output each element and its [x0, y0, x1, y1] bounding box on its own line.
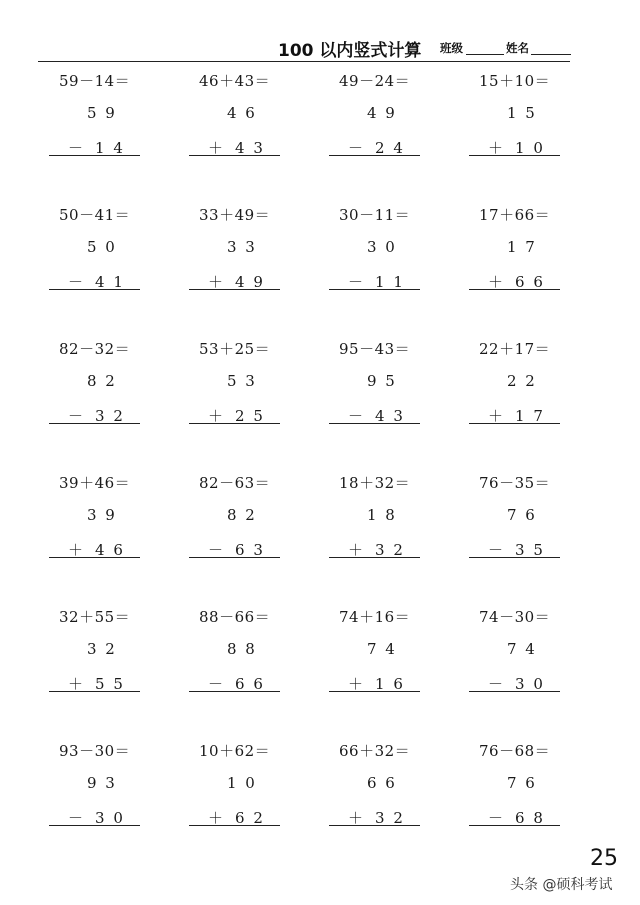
- equation: 59－14＝: [59, 72, 131, 90]
- equation: 49－24＝: [339, 72, 411, 90]
- equation: 88－66＝: [199, 608, 271, 626]
- equation: 74－30＝: [479, 608, 551, 626]
- answer-line[interactable]: [189, 691, 280, 692]
- problem-card: [170, 602, 310, 736]
- answer-line[interactable]: [189, 557, 280, 558]
- bottom-operand: 2 4: [375, 139, 405, 157]
- bottom-operand: 1 0: [515, 139, 545, 157]
- operator-sign: ＋: [488, 273, 506, 291]
- equation: 22＋17＝: [479, 340, 551, 358]
- top-operand: 5 3: [227, 372, 257, 390]
- problem-card: [450, 736, 590, 870]
- bottom-operand: 4 3: [235, 139, 265, 157]
- equation: 76－68＝: [479, 742, 551, 760]
- bottom-operand: 6 6: [515, 273, 545, 291]
- top-operand: 1 8: [367, 506, 397, 524]
- top-operand: 3 2: [87, 640, 117, 658]
- answer-line[interactable]: [49, 423, 140, 424]
- name-label: 姓名: [506, 41, 529, 55]
- answer-line[interactable]: [49, 289, 140, 290]
- class-label: 班级: [440, 41, 463, 55]
- bottom-operand: 6 2: [235, 809, 265, 827]
- operator-sign: －: [68, 407, 86, 425]
- answer-line[interactable]: [469, 691, 560, 692]
- operator-sign: －: [68, 139, 86, 157]
- bottom-operand: 4 6: [95, 541, 125, 559]
- operator-sign: －: [68, 273, 86, 291]
- answer-line[interactable]: [469, 825, 560, 826]
- operator-sign: ＋: [208, 273, 226, 291]
- answer-line[interactable]: [329, 691, 420, 692]
- operator-sign: －: [348, 139, 366, 157]
- answer-line[interactable]: [469, 155, 560, 156]
- operator-sign: ＋: [488, 139, 506, 157]
- operator-sign: ＋: [208, 407, 226, 425]
- bottom-operand: 1 1: [375, 273, 405, 291]
- problem-card: [450, 200, 590, 334]
- answer-line[interactable]: [189, 155, 280, 156]
- top-operand: 1 5: [507, 104, 537, 122]
- bottom-operand: 4 3: [375, 407, 405, 425]
- problem-grid: [30, 66, 590, 870]
- problem-card: [30, 602, 170, 736]
- bottom-operand: 3 2: [375, 541, 405, 559]
- bottom-operand: 6 8: [515, 809, 545, 827]
- operator-sign: ＋: [488, 407, 506, 425]
- problem-card: [310, 334, 450, 468]
- bottom-operand: 3 2: [95, 407, 125, 425]
- answer-line[interactable]: [189, 423, 280, 424]
- bottom-operand: 1 6: [375, 675, 405, 693]
- bottom-operand: 3 0: [515, 675, 545, 693]
- top-operand: 7 6: [507, 506, 537, 524]
- problem-card: [30, 736, 170, 870]
- bottom-operand: 5 5: [95, 675, 125, 693]
- top-operand: 5 0: [87, 238, 117, 256]
- bottom-operand: 4 9: [235, 273, 265, 291]
- operator-sign: －: [488, 541, 506, 559]
- operator-sign: ＋: [348, 541, 366, 559]
- top-operand: 9 5: [367, 372, 397, 390]
- equation: 82－32＝: [59, 340, 131, 358]
- equation: 18＋32＝: [339, 474, 411, 492]
- operator-sign: ＋: [68, 675, 86, 693]
- bottom-operand: 3 2: [375, 809, 405, 827]
- top-operand: 1 0: [227, 774, 257, 792]
- equation: 30－11＝: [339, 206, 411, 224]
- problem-card: [30, 66, 170, 200]
- answer-line[interactable]: [329, 289, 420, 290]
- problem-card: [30, 468, 170, 602]
- answer-line[interactable]: [469, 289, 560, 290]
- top-operand: 5 9: [87, 104, 117, 122]
- equation: 46＋43＝: [199, 72, 271, 90]
- operator-sign: －: [348, 407, 366, 425]
- bottom-operand: 1 4: [95, 139, 125, 157]
- operator-sign: －: [488, 809, 506, 827]
- operator-sign: ＋: [68, 541, 86, 559]
- equation: 66＋32＝: [339, 742, 411, 760]
- problem-card: [170, 66, 310, 200]
- equation: 33＋49＝: [199, 206, 271, 224]
- problem-card: [30, 334, 170, 468]
- problem-card: [170, 334, 310, 468]
- equation: 53＋25＝: [199, 340, 271, 358]
- problem-card: [310, 66, 450, 200]
- top-operand: 4 6: [227, 104, 257, 122]
- top-operand: 8 8: [227, 640, 257, 658]
- bottom-operand: 3 5: [515, 541, 545, 559]
- answer-line[interactable]: [189, 825, 280, 826]
- top-operand: 8 2: [87, 372, 117, 390]
- equation: 76－35＝: [479, 474, 551, 492]
- worksheet-header: [0, 0, 640, 70]
- header-divider: [38, 61, 570, 62]
- class-blank[interactable]: [466, 54, 504, 55]
- answer-line[interactable]: [49, 825, 140, 826]
- problem-card: [170, 468, 310, 602]
- bottom-operand: 3 0: [95, 809, 125, 827]
- problem-card: [30, 200, 170, 334]
- equation: 17＋66＝: [479, 206, 551, 224]
- top-operand: 6 6: [367, 774, 397, 792]
- operator-sign: －: [488, 675, 506, 693]
- equation: 93－30＝: [59, 742, 131, 760]
- equation: 50－41＝: [59, 206, 131, 224]
- top-operand: 9 3: [87, 774, 117, 792]
- operator-sign: －: [208, 675, 226, 693]
- equation: 39＋46＝: [59, 474, 131, 492]
- bottom-operand: 2 5: [235, 407, 265, 425]
- problem-card: [450, 468, 590, 602]
- bottom-operand: 6 6: [235, 675, 265, 693]
- top-operand: 3 9: [87, 506, 117, 524]
- answer-line[interactable]: [329, 155, 420, 156]
- operator-sign: －: [68, 809, 86, 827]
- bottom-operand: 6 3: [235, 541, 265, 559]
- operator-sign: ＋: [208, 809, 226, 827]
- top-operand: 8 2: [227, 506, 257, 524]
- operator-sign: －: [208, 541, 226, 559]
- equation: 74＋16＝: [339, 608, 411, 626]
- top-operand: 7 6: [507, 774, 537, 792]
- page-number: 25: [590, 846, 618, 871]
- answer-line[interactable]: [49, 557, 140, 558]
- equation: 95－43＝: [339, 340, 411, 358]
- problem-card: [310, 602, 450, 736]
- worksheet-title: 100 以内竖式计算: [278, 41, 422, 61]
- equation: 32＋55＝: [59, 608, 131, 626]
- bottom-operand: 1 7: [515, 407, 545, 425]
- top-operand: 3 3: [227, 238, 257, 256]
- answer-line[interactable]: [329, 423, 420, 424]
- watermark: 头条 @硕科考试: [510, 877, 613, 893]
- equation: 82－63＝: [199, 474, 271, 492]
- answer-line[interactable]: [469, 423, 560, 424]
- problem-card: [310, 468, 450, 602]
- operator-sign: ＋: [348, 675, 366, 693]
- top-operand: 4 9: [367, 104, 397, 122]
- operator-sign: －: [348, 273, 366, 291]
- problem-card: [310, 200, 450, 334]
- equation: 10＋62＝: [199, 742, 271, 760]
- top-operand: 7 4: [507, 640, 537, 658]
- answer-line[interactable]: [329, 557, 420, 558]
- problem-card: [450, 334, 590, 468]
- problem-card: [450, 602, 590, 736]
- top-operand: 7 4: [367, 640, 397, 658]
- operator-sign: ＋: [348, 809, 366, 827]
- answer-line[interactable]: [469, 557, 560, 558]
- top-operand: 2 2: [507, 372, 537, 390]
- problem-card: [310, 736, 450, 870]
- problem-card: [170, 200, 310, 334]
- answer-line[interactable]: [49, 691, 140, 692]
- answer-line[interactable]: [49, 155, 140, 156]
- answer-line[interactable]: [329, 825, 420, 826]
- top-operand: 1 7: [507, 238, 537, 256]
- answer-line[interactable]: [189, 289, 280, 290]
- top-operand: 3 0: [367, 238, 397, 256]
- problem-card: [170, 736, 310, 870]
- problem-card: [450, 66, 590, 200]
- equation: 15＋10＝: [479, 72, 551, 90]
- bottom-operand: 4 1: [95, 273, 125, 291]
- name-blank[interactable]: [531, 54, 571, 55]
- operator-sign: ＋: [208, 139, 226, 157]
